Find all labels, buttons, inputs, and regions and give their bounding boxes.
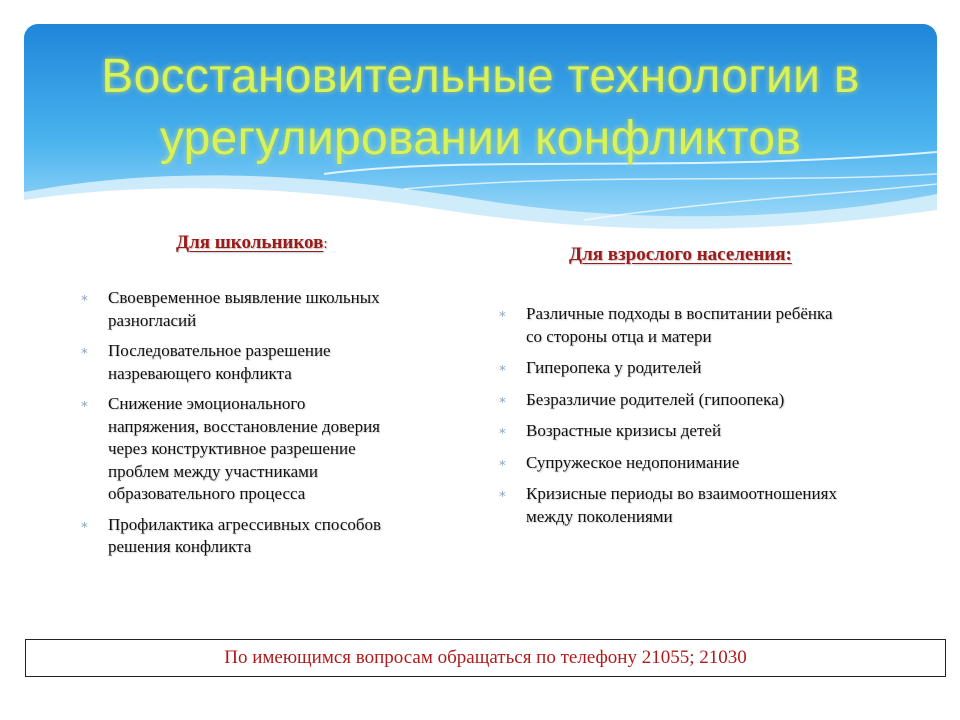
list-item	[80, 340, 480, 385]
list-item-line: назревающего конфликта	[108, 363, 292, 383]
list-item	[80, 514, 480, 559]
list-item-line: Снижение эмоционального	[108, 394, 306, 413]
asterisk-bullet-icon: ∗	[80, 343, 89, 358]
list-item-line: между поколениями	[526, 506, 673, 526]
title-line-1: Восстановительные технологии в	[101, 50, 860, 103]
list-item-line: Кризисные периоды во взаимоотношениях	[526, 484, 837, 503]
list-item-line: через конструктивное разрешение	[108, 439, 356, 458]
asterisk-bullet-icon: ∗	[498, 423, 507, 438]
list-item	[498, 452, 938, 475]
asterisk-bullet-icon: ∗	[498, 454, 507, 470]
list-item	[80, 393, 480, 506]
list-item	[498, 303, 938, 348]
list-item-line: решения конфликта	[108, 537, 252, 556]
contact-footer: По имеющимся вопросам обращаться по телефону 21055; 21030	[25, 639, 946, 677]
list-item	[498, 357, 938, 380]
title-line-2: урегулировании конфликтов	[159, 112, 802, 165]
asterisk-bullet-icon: ∗	[80, 396, 89, 411]
asterisk-bullet-icon: ∗	[498, 306, 507, 321]
title-banner	[24, 24, 937, 234]
list-item	[80, 287, 480, 332]
right-column-heading: Для взрослого населения:	[569, 244, 792, 265]
list-item-line: Возрастные кризисы детей	[526, 421, 722, 440]
list-item-line: Гиперопека у родителей	[526, 358, 702, 377]
list-item-line: со стороны отца и матери	[526, 326, 712, 346]
slide-title	[24, 46, 937, 170]
list-item-line: образовательного процесса	[108, 484, 306, 503]
list-item-line: Последовательное разрешение	[108, 341, 331, 360]
left-column-heading: Для школьников:	[176, 232, 328, 253]
list-item-line: Своевременное выявление школьных	[108, 288, 380, 307]
list-item-line: Профилактика агрессивных способов	[108, 514, 382, 534]
list-item-line: Различные подходы в воспитании ребёнка	[526, 304, 833, 323]
right-bullet-list	[498, 303, 938, 537]
asterisk-bullet-icon: ∗	[498, 360, 507, 375]
list-item-line: напряжения, восстановление доверия	[108, 416, 380, 436]
list-item-line: разногласий	[108, 310, 197, 330]
list-item-line: проблем между участниками	[108, 461, 318, 481]
list-item-line: Супружеское недопонимание	[526, 452, 740, 472]
list-item	[498, 420, 938, 443]
asterisk-bullet-icon: ∗	[498, 486, 507, 501]
list-item	[498, 483, 938, 528]
asterisk-bullet-icon: ∗	[80, 290, 89, 305]
asterisk-bullet-icon: ∗	[80, 516, 89, 532]
list-item	[498, 389, 938, 412]
list-item-line: Безразличие родителей (гипоопека)	[526, 389, 785, 409]
left-bullet-list	[80, 287, 480, 567]
asterisk-bullet-icon: ∗	[498, 391, 507, 407]
